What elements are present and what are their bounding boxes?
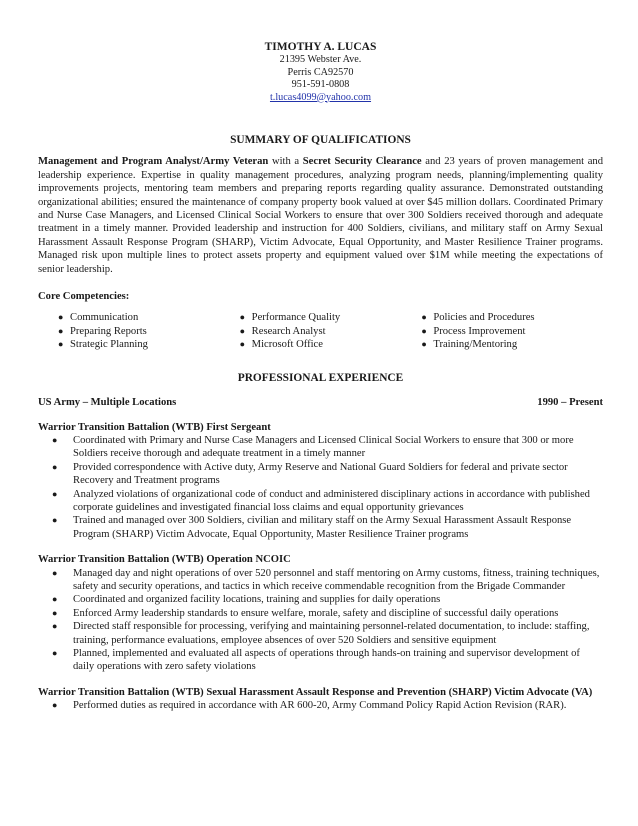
competency-item bbox=[58, 311, 240, 324]
competency-label: Preparing Reports bbox=[70, 325, 147, 337]
competency-label: Research Analyst bbox=[251, 325, 326, 337]
duty-text: Trained and managed over 300 Soldiers, civilian and military staff on the Army Sexual Harassment Assault Response Program (SHARP) Victim Advocate, Equal Opportunity, Master Resilience Trainer programs bbox=[73, 515, 572, 540]
summary-heading: SUMMARY OF QUALIFICATIONS bbox=[230, 134, 411, 146]
competency-item bbox=[240, 325, 422, 338]
bullet-icon: ● bbox=[52, 700, 58, 711]
competency-label: Performance Quality bbox=[251, 312, 341, 324]
duty-text: Analyzed violations of organizational code of conduct and administered disciplinary actions in accordance with published corporate guidelines and investigated financial loss claims and equal opportunity grievances bbox=[73, 488, 590, 513]
clearance-text: Secret Security Clearance bbox=[302, 156, 422, 168]
duty-text: Provided correspondence with Active duty, Army Reserve and National Guard Soldiers for federal and private sector Recovery and Treatment programs bbox=[73, 461, 568, 487]
competency-item bbox=[240, 311, 422, 324]
competency-item bbox=[421, 325, 603, 338]
summary-lead-mid: with a bbox=[268, 156, 303, 168]
role-title: Warrior Transition Battalion (WTB) Operation NCOIC bbox=[38, 554, 291, 566]
duties-list bbox=[38, 699, 603, 712]
city-state-zip: Perris CA92570 bbox=[287, 66, 354, 78]
duty-item bbox=[52, 434, 603, 461]
duty-item bbox=[52, 647, 603, 674]
bullet-icon: ● bbox=[52, 648, 58, 658]
bullet-icon: ● bbox=[58, 325, 64, 336]
competency-item bbox=[240, 338, 422, 351]
bullet-icon: ● bbox=[239, 312, 246, 323]
role-title: Warrior Transition Battalion (WTB) Sexual Harassment Assault Response and Prevention (SHARP) Victim Advocate (VA) bbox=[38, 686, 593, 698]
duty-item bbox=[52, 514, 603, 541]
duty-item bbox=[52, 607, 603, 620]
duty-text: Coordinated with Primary and Nurse Case Managers and Licensed Clinical Social Workers to ensure that 300 or more Soldiers receive thorough and adequate treatment in a timely manner bbox=[73, 434, 574, 460]
street-address: 21395 Webster Ave. bbox=[279, 54, 362, 65]
bullet-icon: ● bbox=[52, 594, 58, 605]
duty-text: Enforced Army leadership standards to ensure welfare, morale, safety and discipline of successful daily operations bbox=[73, 607, 559, 619]
candidate-name: TIMOTHY A. LUCAS bbox=[264, 41, 377, 53]
bullet-icon: ● bbox=[52, 607, 58, 618]
duties-list bbox=[38, 567, 603, 674]
phone-number: 951-591-0808 bbox=[291, 79, 350, 90]
duty-item bbox=[52, 620, 603, 647]
duty-text: Performed duties as required in accordance with AR 600-20, Army Command Policy Rapid Action Revision (RAR). bbox=[73, 700, 567, 712]
bullet-icon: ● bbox=[58, 312, 64, 323]
competencies-heading: Core Competencies: bbox=[38, 291, 130, 303]
employer-line bbox=[38, 396, 603, 409]
experience-heading: PROFESSIONAL EXPERIENCE bbox=[237, 371, 404, 384]
summary-lead: Management and Program Analyst/Army Veteran bbox=[38, 156, 269, 168]
resume-page bbox=[38, 0, 603, 713]
competencies-column bbox=[240, 311, 422, 351]
competency-item bbox=[421, 311, 603, 324]
bullet-icon: ● bbox=[52, 567, 58, 578]
email-link[interactable]: t.lucas4099@yahoo.com bbox=[269, 91, 372, 103]
competency-label: Communication bbox=[70, 312, 139, 324]
bullet-icon: ● bbox=[52, 488, 58, 499]
competencies-column bbox=[421, 311, 603, 351]
bullet-icon: ● bbox=[52, 515, 58, 526]
competency-item bbox=[58, 338, 240, 351]
bullet-icon: ● bbox=[239, 339, 246, 350]
competency-item bbox=[421, 338, 603, 351]
competency-label: Microsoft Office bbox=[251, 339, 323, 351]
duty-text: Directed staff responsible for processing, verifying and maintaining personnel-related documentation, to include: staffing, training, performance evaluations, employee absences of over 520 Soldiers and sensitive equipment bbox=[73, 621, 590, 646]
duty-text: Coordinated and organized facility locations, training and supplies for daily operations bbox=[73, 594, 441, 606]
employer-name: US Army – Multiple Locations bbox=[38, 397, 177, 409]
bullet-icon: ● bbox=[52, 434, 58, 445]
bullet-icon: ● bbox=[421, 325, 427, 336]
role-title: Warrior Transition Battalion (WTB) First Sergeant bbox=[38, 421, 271, 433]
bullet-icon: ● bbox=[239, 325, 246, 336]
competency-item bbox=[58, 325, 240, 338]
bullet-icon: ● bbox=[421, 312, 427, 323]
duties-list bbox=[38, 434, 603, 541]
competency-label: Policies and Procedures bbox=[433, 312, 535, 324]
competency-label: Training/Mentoring bbox=[433, 339, 518, 351]
duty-item bbox=[52, 593, 603, 606]
competency-label: Strategic Planning bbox=[70, 339, 148, 351]
bullet-icon: ● bbox=[421, 339, 427, 350]
bullet-icon: ● bbox=[58, 339, 64, 350]
summary-paragraph bbox=[38, 155, 603, 276]
competencies-grid bbox=[38, 311, 603, 351]
competency-label: Process Improvement bbox=[433, 325, 526, 337]
bullet-icon: ● bbox=[52, 461, 58, 472]
duty-text: Planned, implemented and evaluated all aspects of operations through hands-on training and supervisor development of daily operations with zero safety violations bbox=[73, 648, 580, 673]
duty-item bbox=[52, 567, 603, 594]
duty-text: Managed day and night operations of over 520 personnel and staff mentoring on Army customs, fitness, training techniques, safety and security operations, and tactics in which receive commendable recognition from the Brigade Commander bbox=[73, 567, 600, 592]
duty-item bbox=[52, 488, 603, 515]
contact-header bbox=[38, 40, 603, 104]
bullet-icon: ● bbox=[52, 621, 58, 632]
employment-dates: 1990 – Present bbox=[537, 397, 603, 409]
summary-body: and 23 years of proven management and leadership experience. Expertise in quality management procedures, analyzing program needs, planning/implementing quality improvements projects, mentoring team members and preparing reports regarding quality assurance. Demonstrated outstanding organizational abilities; ensured the maintenance of company property book valued at over $45 million dollars. Coordinated Primary and Nurse Case Managers, and Licensed Clinical Social Workers to ensure that over 300 Soldiers received thorough and adequate treatment in a timely manner. Provided leadership and instruction for 400 Soldiers, civilians, and military staff on Army Sexual Harassment Assault Response Program (SHARP), Victim Advocate, Equal Opportunity, and Master Resilience Trainer programs. Managed risk upon multiple lines to protect assets property and equipment valued over $1M while meeting the expectations of senior leadership. bbox=[38, 156, 603, 275]
duty-item bbox=[52, 699, 603, 712]
competencies-column bbox=[58, 311, 240, 351]
duty-item bbox=[52, 461, 603, 488]
